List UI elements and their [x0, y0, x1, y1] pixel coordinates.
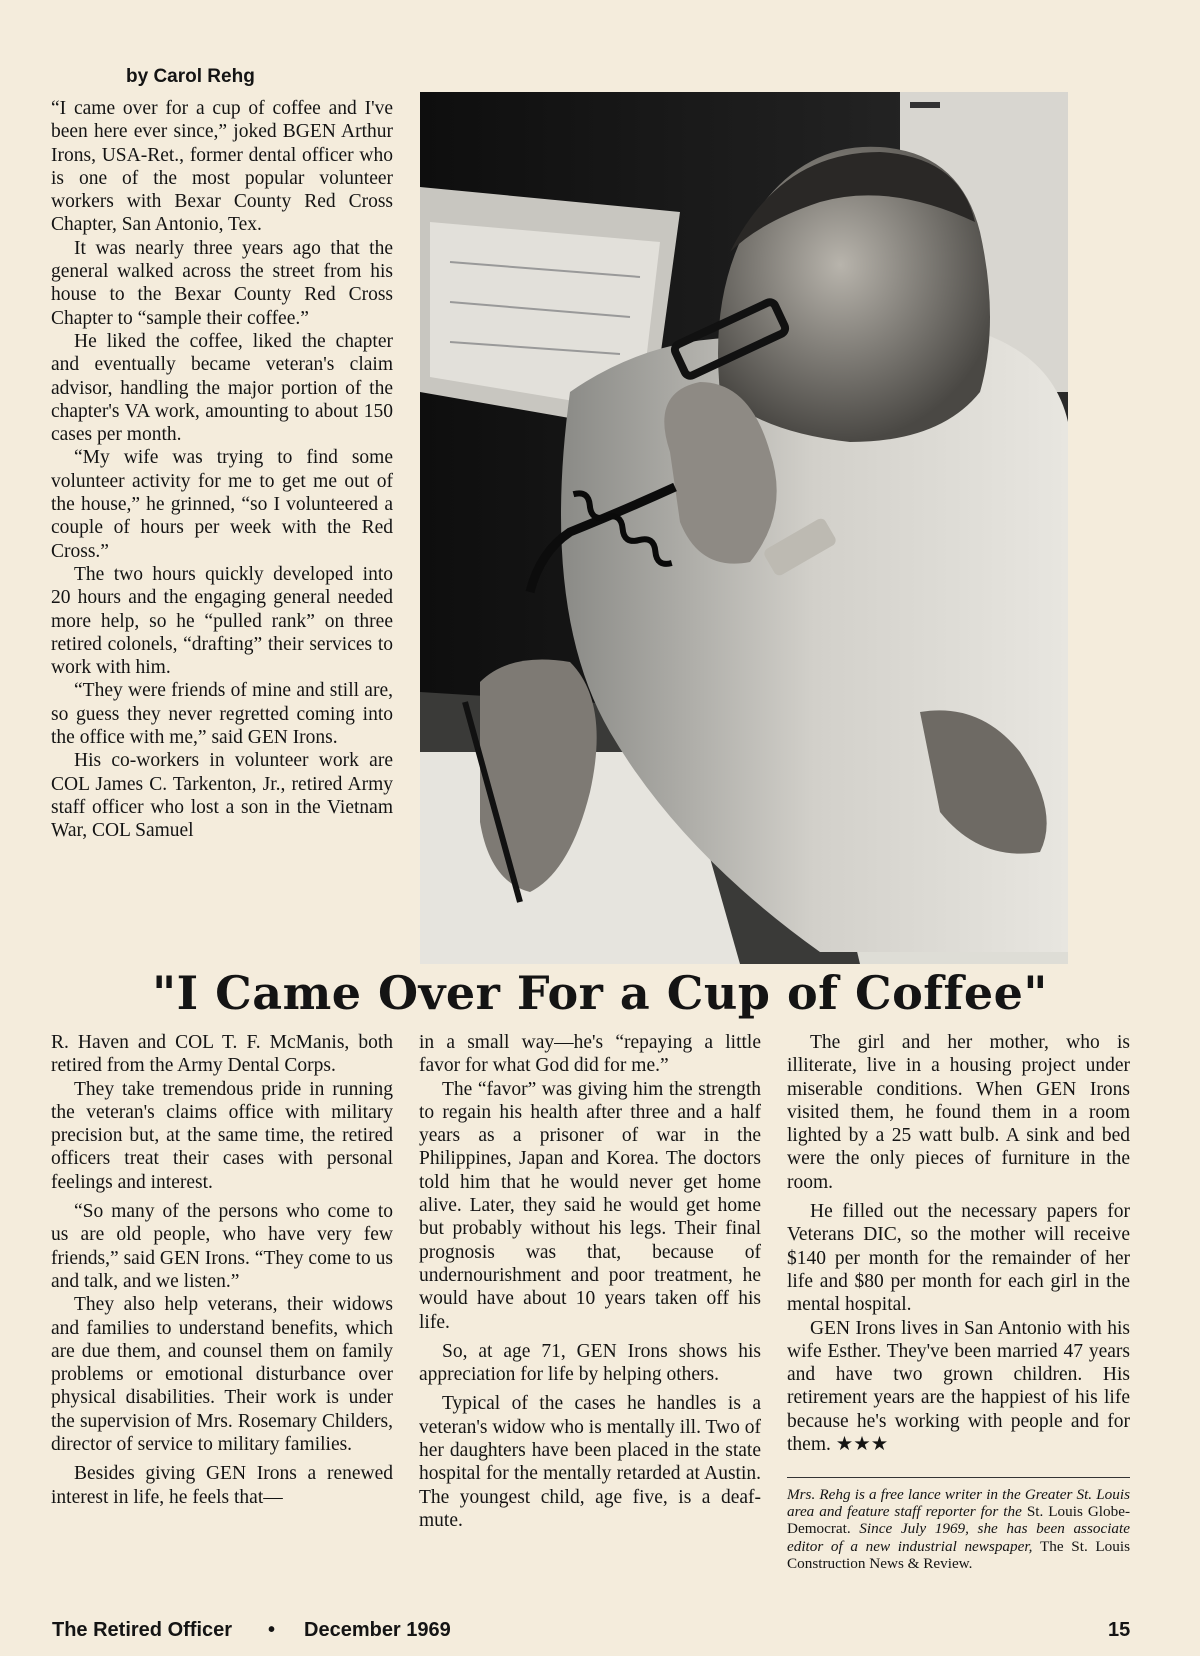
paragraph: It was nearly three years ago that the general walked across the street from his house to the Bexar County Red Cross Chapter to “sample their coffee.” — [51, 237, 393, 329]
footer-date: December 1969 — [304, 1619, 451, 1641]
paragraph: “My wife was trying to find some volunteer activity for me to get me out of the house,” he grinned, “so I volunteered a couple of hours per week with the Red Cross.” — [51, 447, 393, 562]
article-photo — [420, 92, 1068, 964]
paragraph: He filled out the necessary papers for Veterans DIC, so the mother will receive $140 per month for the remainder of her life and $80 per month for each girl in the mental hospital. — [787, 1201, 1130, 1316]
paragraph: His co-workers in volunteer work are COL James C. Tarkenton, Jr., retired Army staff officer who lost a son in the Vietnam War, COL Samuel — [51, 750, 393, 842]
paragraph: The “favor” was giving him the strength to regain his health after three and a half years as a prisoner of war in the Philippines, Japan and Korea. The doctors told him that he would never get home alive. Later, they said he would get home but probably without his legs. Their final prognosis was that, because of undernourishment and poor treatment, he would have about 10 years taken off his life. — [419, 1078, 761, 1333]
bio-newspaper: The St. Louis Construction News & Review. — [787, 1537, 1130, 1572]
headline: "I Came Over For a Cup of Coffee" — [152, 966, 1048, 1020]
paragraph: “So many of the persons who come to us are old people, who have very few friends,” said GEN Irons. “They come to us and talk, and we listen.” — [51, 1201, 393, 1292]
paragraph: in a small way—he's “repaying a little favor for what God did for me.” — [419, 1032, 761, 1077]
byline: by Carol Rehg — [126, 66, 255, 87]
footer-separator: • — [268, 1619, 276, 1641]
paragraph: “I came over for a cup of coffee and I've been here ever since,” joked BGEN Arthur Irons, USA-Ret., former dental officer who is one of the most popular volunteer workers with Bexar County Red Cross Chapter, San Antonio, Tex. — [51, 98, 393, 236]
bio-newspaper: St. Louis Globe-Democrat. — [787, 1503, 1131, 1538]
paragraph: R. Haven and COL T. F. McManis, both retired from the Army Dental Corps. — [51, 1032, 393, 1077]
paragraph: They also help veterans, their widows and families to understand benefits, which are due them, and counsel them on family problems or emotional disturbance over physical disabilities. Their work is under the supervision of Mrs. Rosemary Childers, director of service to military families. — [51, 1294, 393, 1456]
paragraph: Besides giving GEN Irons a renewed interest in life, he feels that— — [51, 1463, 393, 1508]
paragraph: Typical of the cases he handles is a veteran's widow who is mentally ill. Two of her daughters have been placed in the state hospital for the mentally retarded at Austin. The youngest child, age five, is a deaf-mute. — [419, 1393, 761, 1531]
column-3 — [787, 1031, 1130, 1456]
paragraph: They take tremendous pride in running the veteran's claims office with military precision but, at the same time, the retired officers treat their cases with personal feelings and interest. — [51, 1078, 393, 1193]
intro-column — [51, 97, 393, 843]
photo-illustration — [420, 92, 1068, 964]
paragraph: So, at age 71, GEN Irons shows his appreciation for life by helping others. — [419, 1340, 761, 1386]
footer-publication: The Retired Officer — [52, 1619, 233, 1641]
column-2 — [419, 1031, 761, 1532]
paragraph: The girl and her mother, who is illiterate, live in a housing project under miserable conditions. When GEN Irons visited them, he found them in a room lighted by a 25 watt bulb. A sink and bed were the only pieces of furniture in the room. — [787, 1032, 1130, 1193]
bio-divider — [787, 1477, 1130, 1478]
paragraph: He liked the coffee, liked the chapter and eventually became veteran's claim advisor, handling the major portion of the chapter's VA work, amounting to about 150 cases per month. — [51, 330, 393, 446]
author-bio — [787, 1486, 1130, 1572]
paragraph: GEN Irons lives in San Antonio with his wife Esther. They've been married 47 years and have two grown children. His retirement years are the happiest of his life because he's working with people and for them. ★★★ — [787, 1317, 1130, 1456]
paragraph: “They were friends of mine and still are, so guess they never regretted coming into the office with me,” said GEN Irons. — [51, 680, 393, 749]
page-number: 15 — [1108, 1619, 1131, 1641]
bio-text: Mrs. Rehg is a free lance writer in the Greater St. Louis area and feature staff reporter for the — [787, 1486, 1130, 1521]
paragraph: The two hours quickly developed into 20 hours and the engaging general needed more help, so he “pulled rank” on three retired colonels, “drafting” their services to work with him. — [51, 563, 393, 679]
column-1 — [51, 1031, 393, 1509]
bio-text: Since July 1969, she has been associate editor of a new industrial newspaper, — [787, 1520, 1130, 1555]
